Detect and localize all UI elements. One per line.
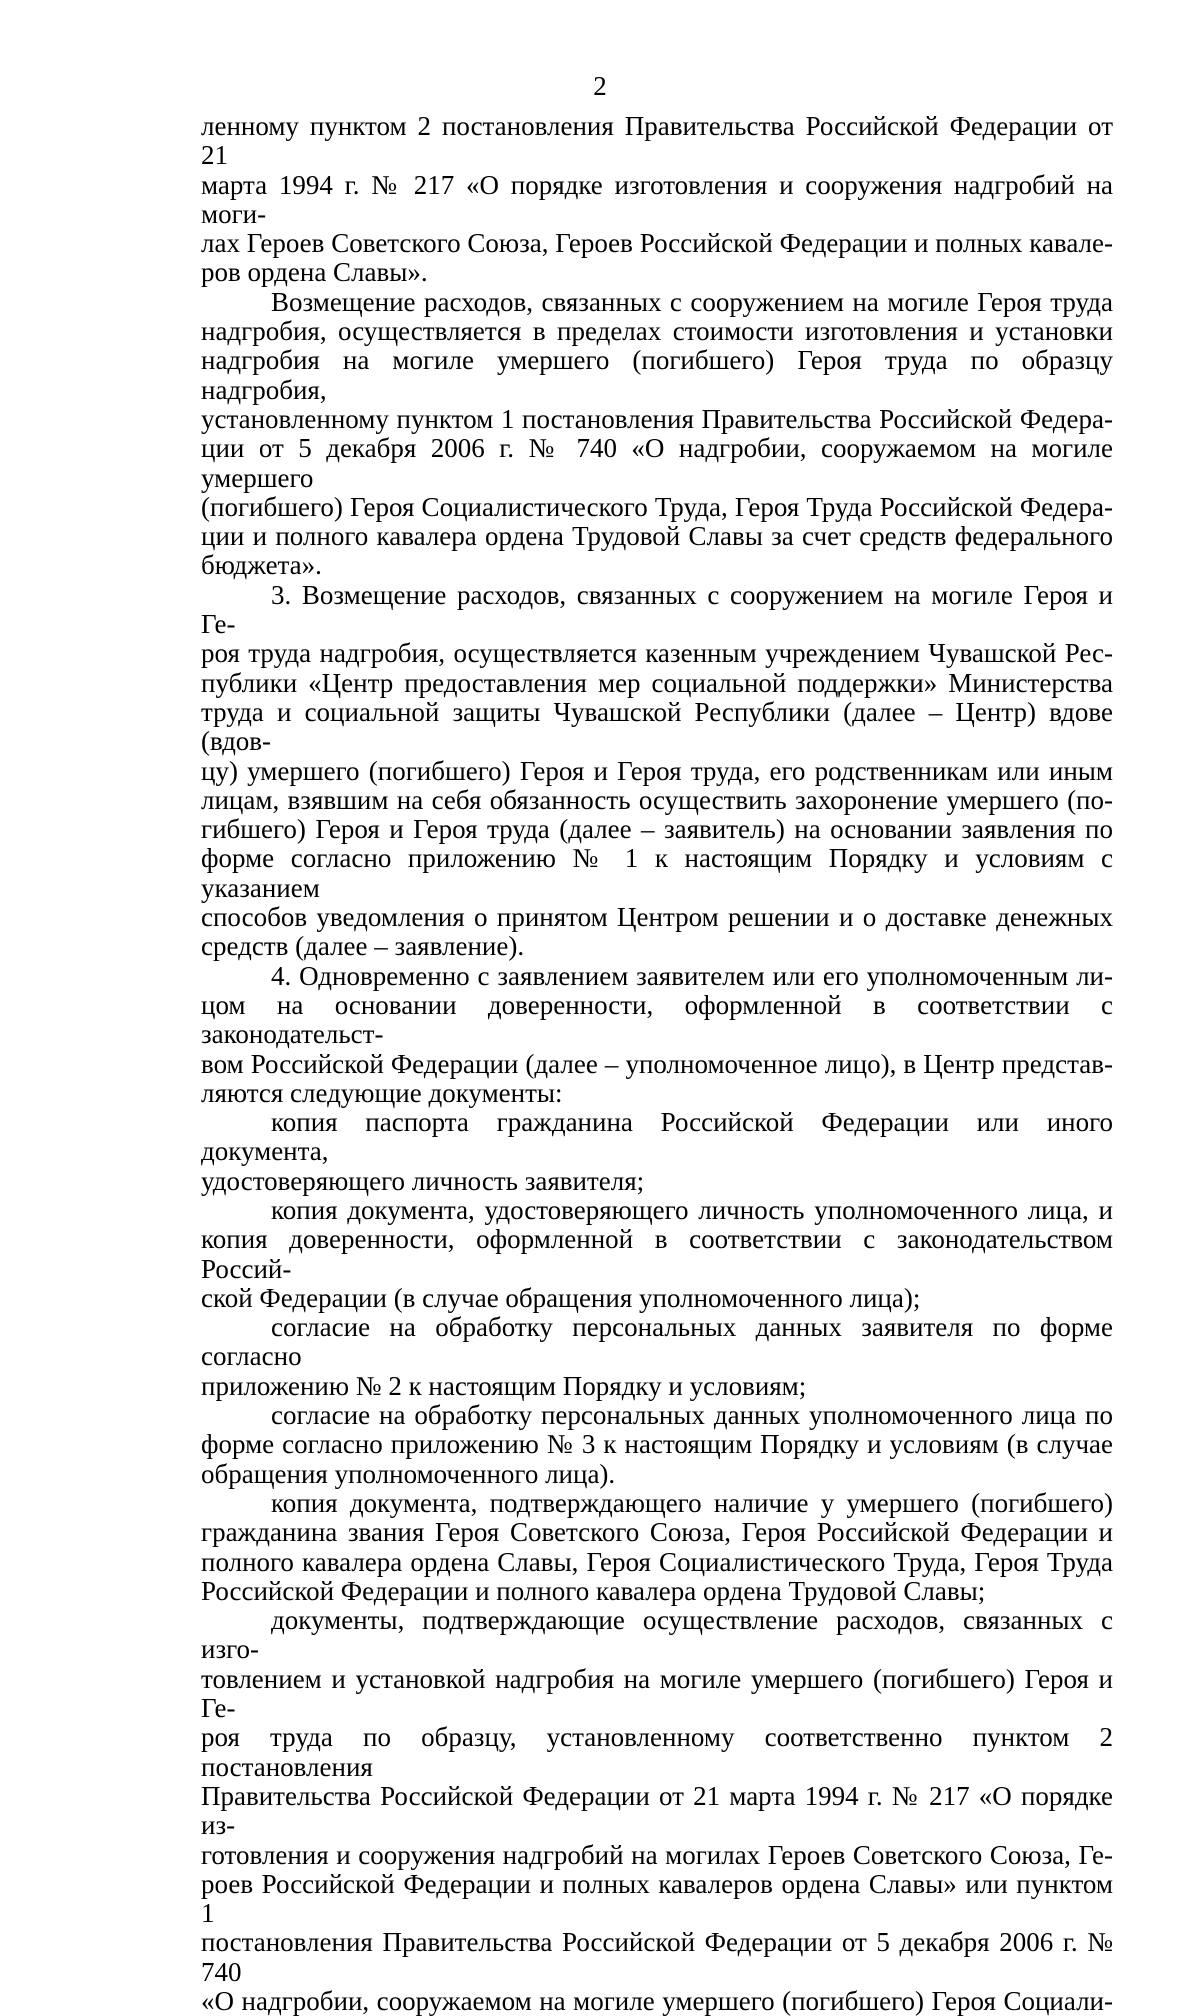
text-line: ции и полного кавалера ордена Трудовой Славы за счет средств федерального	[201, 521, 1113, 552]
text-line: ции от 5 декабря 2006 г. № 740 «О надгробии, сооружаемом на могиле умершего	[201, 433, 1113, 493]
text-line: копия паспорта гражданина Российской Федерации или иного документа,	[201, 1107, 1113, 1167]
text-line: документы, подтверждающие осуществление расходов, связанных с изго-	[201, 1605, 1113, 1665]
text-line: согласие на обработку персональных данных уполномоченного лица по	[271, 1400, 1113, 1431]
text-line: лицам, взявшим на себя обязанность осуществить захоронение умершего (по-	[201, 784, 1113, 815]
paragraph-item-4	[201, 962, 1113, 1108]
text-line: «О надгробии, сооружаемом на могиле умершего (погибшего) Героя Социали-	[201, 1986, 1113, 2016]
text-line: надгробия, осуществляется в пределах стоимости изготовления и установки	[201, 316, 1113, 347]
document-body	[201, 112, 1113, 2016]
text-line: марта 1994 г. № 217 «О порядке изготовления и сооружения надгробий на моги-	[201, 169, 1113, 229]
text-line: ской Федерации (в случае обращения уполномоченного лица);	[201, 1282, 921, 1313]
text-line: Правительства Российской Федерации от 21 марта 1994 г. № 217 «О порядке из-	[201, 1780, 1113, 1841]
paragraph-continuation	[201, 112, 1113, 288]
text-line: гибшего) Героя и Героя труда (далее – заявитель) на основании заявления по	[201, 814, 1113, 845]
paragraph-item-3	[201, 581, 1113, 962]
text-line: обращения уполномоченного лица).	[201, 1458, 616, 1489]
text-line: готовления и сооружения надгробий на могилах Героев Советского Союза, Ге-	[201, 1839, 1113, 1870]
text-line: форме согласно приложению № 1 к настоящим Порядку и условиям с указанием	[201, 843, 1113, 903]
text-line: гражданина звания Героя Советского Союза, Героя Российской Федерации и	[201, 1517, 1113, 1548]
text-line: форме согласно приложению № 3 к настоящим Порядку и условиям (в случае	[201, 1429, 1113, 1460]
text-line: ляются следующие документы:	[201, 1077, 563, 1108]
text-line: способов уведомления о принятом Центром решении и о доставке денежных	[201, 902, 1113, 933]
text-line: вом Российской Федерации (далее – уполномоченное лицо), в Центр представ-	[201, 1048, 1113, 1079]
list-item-expense-documents	[201, 1606, 1113, 2016]
text-line: ленному пунктом 2 постановления Правительства Российской Федерации от 21	[201, 111, 1113, 171]
text-line: копия документа, удостоверяющего личность уполномоченного лица, и	[271, 1194, 1113, 1225]
text-line: товлением и установкой надгробия на могиле умершего (погибшего) Героя и Ге-	[201, 1663, 1113, 1724]
list-item-representative-consent	[201, 1401, 1113, 1489]
list-item-representative-id-copy	[201, 1196, 1113, 1313]
list-item-title-document-copy	[201, 1489, 1113, 1606]
list-item-passport-copy	[201, 1108, 1113, 1196]
text-line: ров ордена Славы».	[201, 257, 428, 288]
text-line: бюджета».	[201, 550, 322, 581]
list-item-applicant-consent	[201, 1313, 1113, 1401]
text-line: надгробия на могиле умершего (погибшего) Героя труда по образцу надгробия,	[201, 345, 1113, 405]
text-line: (погибшего) Героя Социалистического Труда, Героя Труда Российской Федера-	[201, 491, 1113, 522]
text-line: труда и социальной защиты Чувашской Республики (далее – Центр) вдове (вдов-	[201, 696, 1113, 757]
text-line: удостоверяющего личность заявителя;	[201, 1165, 645, 1196]
text-line: приложению № 2 к настоящим Порядку и условиям;	[201, 1370, 807, 1401]
text-line: копия доверенности, оформленной в соответствии с законодательством Россий-	[201, 1224, 1113, 1284]
text-line: цу) умершего (погибшего) Героя и Героя труда, его родственникам или иным	[201, 755, 1113, 786]
text-line: средств (далее – заявление).	[201, 931, 525, 962]
text-line: роя труда по образцу, установленному соответственно пунктом 2 постановления	[201, 1722, 1113, 1782]
text-line: 4. Одновременно с заявлением заявителем или его уполномоченным ли-	[271, 960, 1113, 991]
text-line: Российской Федерации и полного кавалера ордена Трудовой Славы;	[201, 1575, 986, 1606]
text-line: согласие на обработку персональных данных заявителя по форме согласно	[201, 1312, 1113, 1372]
page-number: 2	[593, 71, 607, 101]
text-line: публики «Центр предоставления мер социальной поддержки» Министерства	[201, 667, 1113, 698]
text-line: копия документа, подтверждающего наличие у умершего (погибшего)	[271, 1487, 1113, 1518]
text-line: 3. Возмещение расходов, связанных с сооружением на могиле Героя и Ге-	[201, 579, 1113, 640]
text-line: цом на основании доверенности, оформленной в соответствии с законодательст-	[201, 989, 1113, 1050]
paragraph-reimbursement-hero-of-labour	[201, 288, 1113, 581]
text-line: лах Героев Советского Союза, Героев Российской Федерации и полных кавале-	[201, 228, 1113, 259]
text-line: Возмещение расходов, связанных с сооружением на могиле Героя труда	[271, 286, 1113, 317]
text-line: роев Российской Федерации и полных кавалеров ордена Славы» или пунктом 1	[201, 1868, 1113, 1929]
text-line: полного кавалера ордена Славы, Героя Социалистического Труда, Героя Труда	[201, 1546, 1113, 1577]
text-line: постановления Правительства Российской Федерации от 5 декабря 2006 г. № 740	[201, 1927, 1113, 1987]
text-line: роя труда надгробия, осуществляется казенным учреждением Чувашской Рес-	[201, 638, 1113, 669]
text-line: установленному пунктом 1 постановления Правительства Российской Федера-	[201, 403, 1113, 434]
